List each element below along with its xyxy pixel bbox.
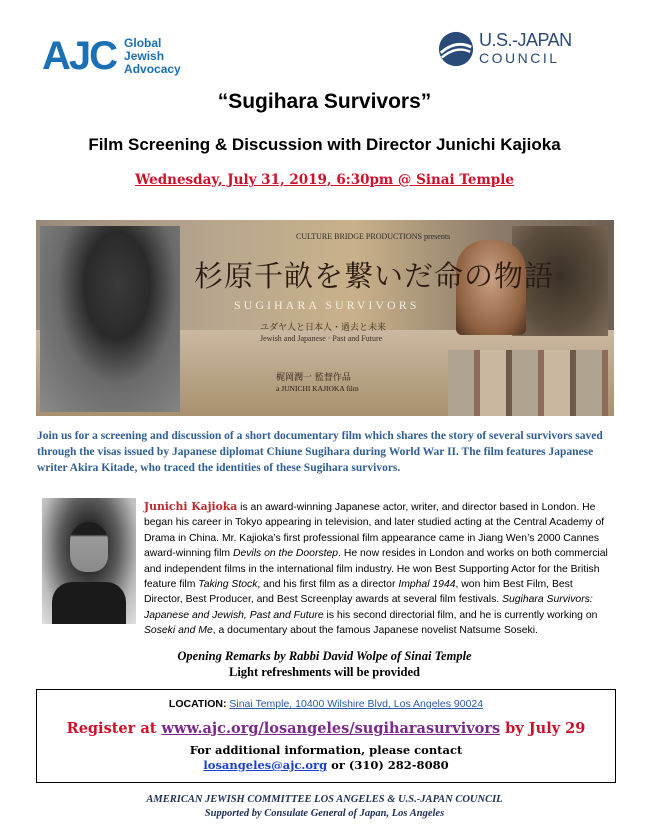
poster-jp-title: 杉原千畝を繋いだ命の物語 (194, 259, 555, 293)
director-bio (144, 499, 614, 639)
refreshments-note: Light refreshments will be provided (229, 665, 420, 679)
location-address-link[interactable]: Sinai Temple, 10400 Wilshire Blvd, Los Angeles 90024 (229, 698, 484, 710)
contact-block (37, 743, 615, 773)
register-prefix: Register at (66, 720, 162, 737)
registration-box (36, 689, 616, 783)
director-name: Junichi Kajioka (144, 500, 238, 513)
poster-director-en: a JUNICHI KAJIOKA film (276, 384, 359, 393)
register-deadline: by July 29 (500, 720, 586, 737)
us-japan-council-emblem-icon (437, 30, 475, 68)
intro-paragraph: Join us for a screening and discussion of a short documentary film which shares the story of several survivors saved through the visas issued by Japanese diplomat Chiune Sugihara during World War II. The film features Japanese writer Akira Kitade, who traced the identities of these Sugihara survivors. (37, 430, 603, 474)
bio-film-2: Taking Stock (198, 579, 258, 591)
footer (0, 793, 649, 821)
ajc-tagline: Global Jewish Advocacy (124, 35, 181, 76)
contact-line: For additional information, please contact (189, 743, 463, 757)
location-line (37, 698, 615, 710)
bio-text-5: is his second directorial film, and he is currently working on (323, 609, 598, 621)
bio-text-6: , a documentary about the famous Japanese novelist Natsume Soseki. (212, 625, 538, 637)
bio-text-2: . He now resides in London and works on both commercial and independent films in the international film industry. He won Best Supporting Actor for the British feature film (144, 548, 608, 591)
ajc-logo (42, 36, 204, 76)
bio-film-5: Soseki and Me (144, 625, 213, 637)
contact-email-link[interactable]: losangeles@ajc.org (203, 758, 328, 772)
poster-credits: CULTURE BRIDGE PRODUCTIONS presents (296, 232, 451, 241)
poster-director-jp: 梶岡潤一 監督作品 (276, 373, 351, 383)
poster-group-photo (448, 350, 608, 416)
footer-organizers: AMERICAN JEWISH COMMITTEE LOS ANGELES & U.S.-JAPAN COUNCIL (146, 794, 503, 805)
bio-text-3: , and his first film as a director (257, 579, 399, 591)
ajc-logo-mark: AJC (42, 34, 117, 78)
poster-en-title: SUGIHARA SURVIVORS (234, 298, 420, 312)
film-poster (36, 220, 614, 416)
usj-line1: U.S.-JAPAN (479, 30, 572, 50)
register-line (37, 720, 615, 737)
event-subtitle: Film Screening & Discussion with Director Junichi Kajioka (88, 135, 561, 154)
footer-sponsor: Supported by Consulate General of Japan, Los Angeles (204, 808, 445, 819)
event-date: Wednesday, July 31, 2019, 6:30pm @ Sinai Temple (135, 172, 514, 188)
director-shirt (52, 582, 126, 624)
poster-en-subtitle: Jewish and Japanese · Past and Future (260, 334, 383, 343)
bio-film-4: Sugihara Survivors: Japanese and Jewish, Past and Future (144, 594, 593, 621)
bio-film-1: Devils on the Doorstep (232, 548, 339, 560)
bio-text-4: , won him Best Film, Best Director, Best Producer, and Best Screenplay awards at several film festivals. (144, 579, 573, 606)
poster-sugihara-portrait (40, 226, 180, 412)
opening-remarks: Opening Remarks by Rabbi David Wolpe of Sinai Temple (177, 649, 472, 663)
location-label: LOCATION: (168, 698, 227, 710)
contact-phone: or (310) 282-8080 (327, 758, 449, 772)
us-japan-council-logo (437, 30, 572, 68)
bio-text-1: is an award-winning Japanese actor, writer, and director based in London. He began his career in Tokyo appearing in television, and later studied acting at the Central Academy of Drama in China. Mr. Kajioka’s first professional film appearance came in Jiang Wen’s 2000 Cannes award-winning film (144, 502, 605, 560)
director-face (70, 522, 108, 572)
usj-line2: COUNCIL (479, 50, 560, 66)
director-photo (42, 498, 136, 624)
register-url-link[interactable]: www.ajc.org/losangeles/sugiharasurvivors (161, 720, 501, 737)
remarks (0, 648, 649, 680)
poster-jp-subtitle: ユダヤ人と日本人・過去と未来 (260, 323, 387, 333)
event-title: “Sugihara Survivors” (217, 90, 432, 113)
bio-film-3: Imphal 1944 (398, 579, 456, 591)
